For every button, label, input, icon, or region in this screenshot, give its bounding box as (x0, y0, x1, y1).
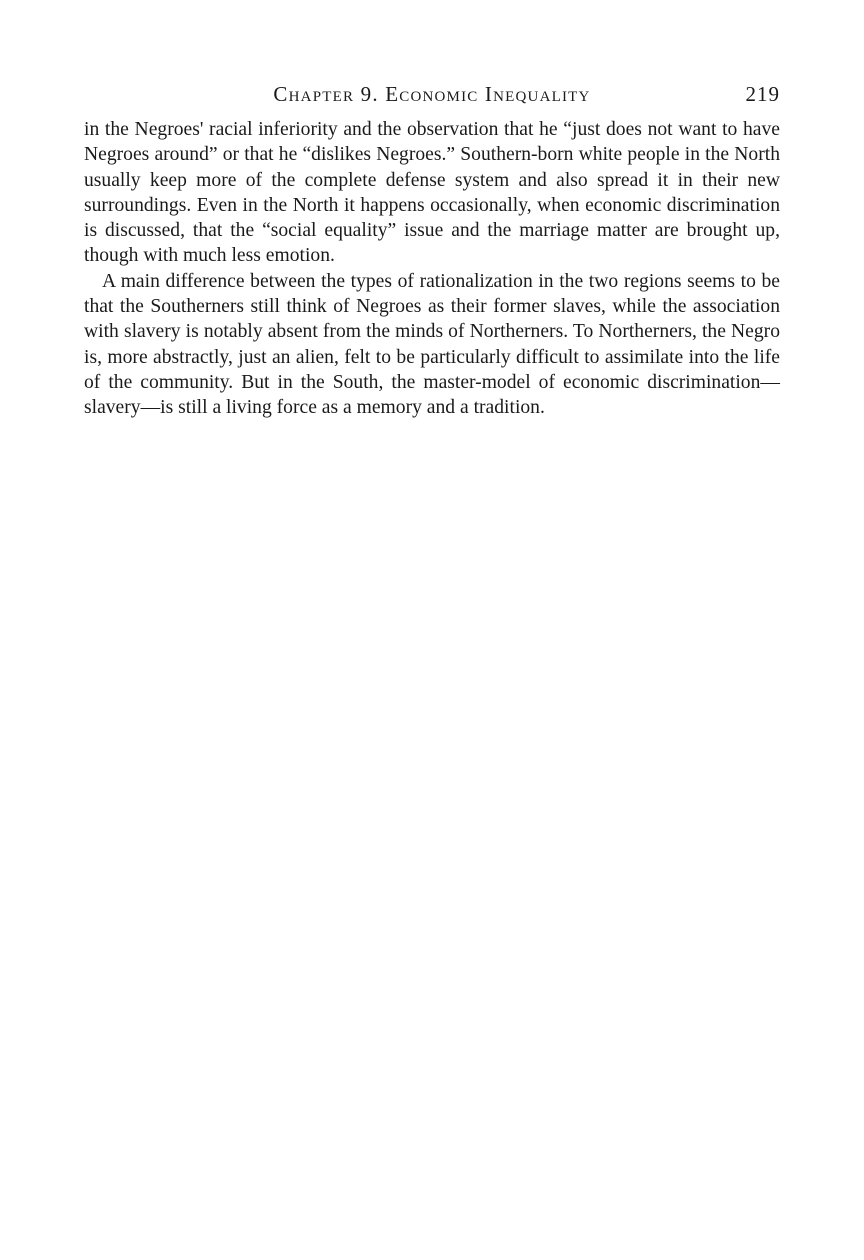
paragraph-1: in the Negroes' racial inferiority and the observation that he “just does not want to have Negroes around” or that he “dislikes Negroes.” Southern-born white people in the North usually keep more of the complete defense system and also spread it in their new surroundings. Even in the North it happens occasionally, when economic discrimination is discussed, that the “social equality” issue and the marriage matter are brought up, though with much less emotion. (84, 119, 780, 267)
page-number: 219 (745, 82, 780, 106)
running-head: Chapter 9. Economic Inequality (273, 82, 591, 106)
paragraph-2: A main difference between the types of rationalization in the two regions seems to be that the Southerners still think of Negroes as their former slaves, while the association with slavery is notably absent from the minds of Northerners. To Northerners, the Negro is, more abstractly, just an alien, felt to be particularly difficult to assimilate into the life of the community. But in the South, the master-model of economic discrimination—slavery—is still a living force as a memory and a tradition. (84, 270, 780, 419)
body-text (84, 117, 780, 421)
page-header (84, 79, 780, 109)
